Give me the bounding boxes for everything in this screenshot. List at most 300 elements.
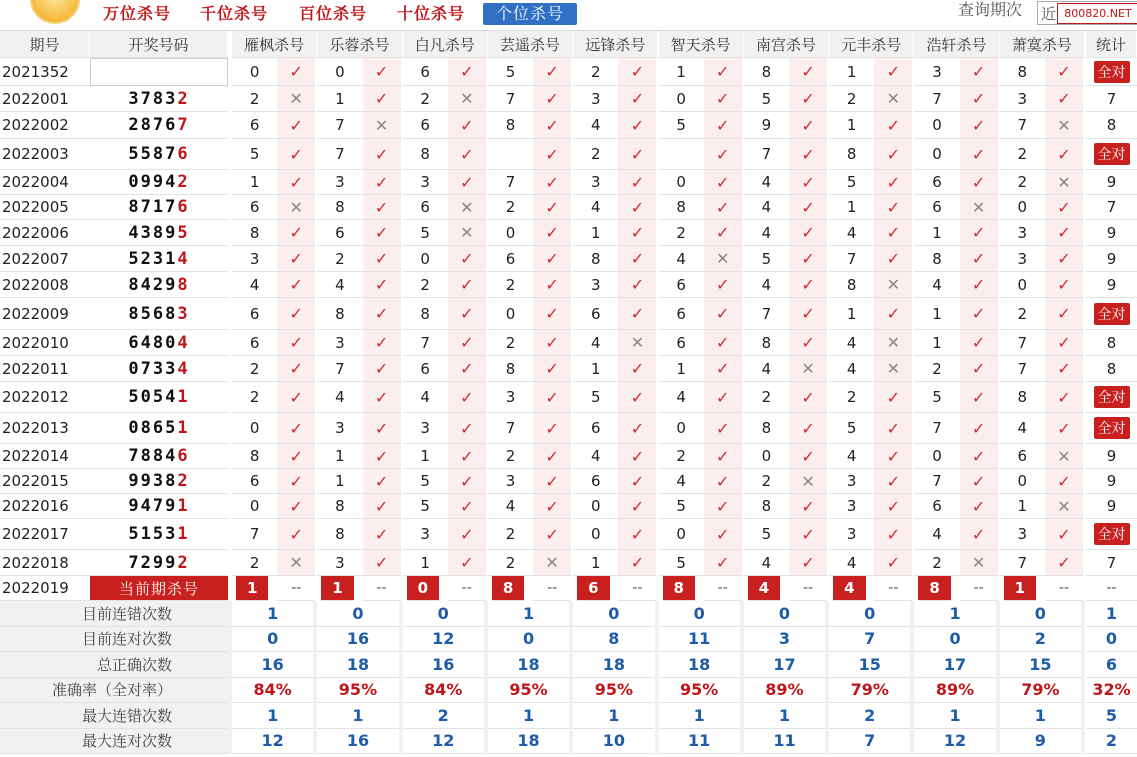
pick-result-cell bbox=[704, 469, 742, 494]
period-cell bbox=[0, 576, 90, 601]
current-pick-number: 8 bbox=[929, 579, 940, 597]
pick-result-cell bbox=[618, 298, 656, 330]
summary-value-cell bbox=[829, 703, 910, 729]
check-icon: ✓ bbox=[1057, 359, 1071, 378]
pick-number: 2 bbox=[1017, 173, 1028, 191]
period-cell bbox=[0, 469, 90, 494]
header-expert-name[interactable]: 远锋杀号 bbox=[585, 35, 646, 54]
current-period-row bbox=[0, 576, 1137, 601]
pick-result-cell bbox=[363, 298, 401, 330]
draw-last-digit: 6 bbox=[177, 144, 190, 164]
pick-result-cell bbox=[533, 413, 571, 444]
pick-number-cell bbox=[829, 298, 874, 330]
pick-number-cell bbox=[403, 330, 448, 356]
pick-number: 7 bbox=[1017, 359, 1028, 378]
summary-value: 11 bbox=[773, 731, 796, 751]
pick-number: 0 bbox=[761, 447, 772, 465]
check-icon: ✓ bbox=[289, 524, 303, 544]
pick-number-cell bbox=[573, 272, 618, 298]
pick-result-cell bbox=[789, 519, 827, 550]
all-correct-badge: 全对 bbox=[1094, 417, 1130, 439]
pick-number: 1 bbox=[335, 447, 345, 465]
pick-number: 4 bbox=[932, 275, 942, 294]
pick-result-cell bbox=[789, 220, 827, 246]
check-icon: ✓ bbox=[716, 304, 730, 323]
pick-number-cell bbox=[914, 413, 959, 444]
draw-digits: 8568 bbox=[128, 303, 178, 324]
cross-icon: ✕ bbox=[716, 249, 730, 268]
pick-number-cell bbox=[573, 519, 618, 550]
pick-number: 0 bbox=[1017, 198, 1028, 216]
summary-value-cell bbox=[317, 703, 398, 729]
pick-number: 0 bbox=[591, 497, 601, 515]
summary-value-cell bbox=[573, 601, 654, 627]
pick-number-cell bbox=[659, 246, 704, 272]
pick-result-cell bbox=[874, 519, 912, 550]
pick-number-cell bbox=[744, 58, 789, 86]
period-number: 2022019 bbox=[2, 579, 69, 597]
tab-ge-kill[interactable]: 个位杀号 bbox=[483, 3, 577, 25]
pick-number: 2 bbox=[1017, 145, 1028, 163]
stat-cell bbox=[1086, 58, 1137, 86]
check-icon: ✓ bbox=[971, 418, 986, 438]
pick-number: 1 bbox=[932, 333, 942, 352]
table-row bbox=[0, 195, 1137, 220]
summary-value-cell bbox=[659, 652, 740, 678]
pick-number: 7 bbox=[335, 116, 345, 134]
pick-number-cell bbox=[573, 112, 618, 139]
check-icon: ✓ bbox=[971, 333, 986, 352]
pick-number: 3 bbox=[932, 62, 942, 81]
pick-number-cell bbox=[232, 298, 277, 330]
check-icon: ✓ bbox=[630, 446, 645, 466]
check-icon: ✓ bbox=[801, 249, 815, 268]
dash-text: -- bbox=[547, 580, 558, 596]
pick-number-cell bbox=[659, 220, 704, 246]
pick-result-cell bbox=[363, 170, 401, 195]
pick-number-cell bbox=[744, 170, 789, 195]
pick-result-cell bbox=[1045, 246, 1083, 272]
pick-number-cell bbox=[659, 112, 704, 139]
pick-number: 8 bbox=[420, 145, 430, 163]
pick-number: 4 bbox=[591, 198, 601, 216]
summary-value-cell bbox=[829, 627, 910, 653]
pick-number-cell bbox=[403, 139, 448, 170]
check-icon: ✓ bbox=[801, 275, 815, 294]
pick-number-cell bbox=[914, 272, 959, 298]
pick-number-cell bbox=[403, 112, 448, 139]
check-icon: ✓ bbox=[460, 446, 474, 466]
pick-result-cell bbox=[704, 298, 742, 330]
header-expert-cell bbox=[317, 31, 402, 58]
pick-number-cell bbox=[403, 550, 448, 576]
pick-number: 6 bbox=[249, 116, 260, 134]
header-expert-name[interactable]: 智天杀号 bbox=[670, 35, 731, 54]
pick-number: 6 bbox=[932, 173, 942, 191]
pick-number: 7 bbox=[761, 304, 772, 323]
summary-label-cell bbox=[0, 601, 228, 627]
check-icon: ✓ bbox=[971, 387, 986, 407]
query-period-select[interactable]: 近 bbox=[1037, 1, 1137, 25]
check-icon: ✓ bbox=[886, 524, 901, 544]
summary-value: 0 bbox=[522, 629, 535, 649]
draw-cell bbox=[90, 356, 228, 382]
check-icon: ✓ bbox=[289, 304, 303, 323]
header-expert-name[interactable]: 南宫杀号 bbox=[755, 35, 816, 54]
check-icon: ✓ bbox=[801, 387, 815, 407]
pick-result-cell bbox=[363, 413, 401, 444]
summary-value-cell bbox=[403, 703, 484, 729]
period-number: 2022003 bbox=[2, 145, 69, 163]
pick-result-cell bbox=[448, 413, 486, 444]
check-icon: ✓ bbox=[886, 172, 901, 192]
pick-number: 7 bbox=[932, 472, 942, 490]
pick-number-cell bbox=[317, 246, 362, 272]
dash-text: -- bbox=[376, 580, 387, 596]
pick-result-cell bbox=[960, 469, 998, 494]
pick-number: 6 bbox=[249, 304, 260, 323]
current-dash-cell bbox=[789, 576, 827, 601]
pick-result-cell bbox=[960, 494, 998, 519]
pick-number: 5 bbox=[420, 497, 430, 515]
pick-number-cell bbox=[914, 220, 959, 246]
summary-value-cell bbox=[488, 652, 569, 678]
pick-result-cell bbox=[448, 272, 486, 298]
draw-last-digit: 1 bbox=[177, 418, 190, 438]
pick-result-cell bbox=[448, 246, 486, 272]
cross-icon: ✕ bbox=[630, 333, 645, 352]
pick-result-cell bbox=[874, 112, 912, 139]
pick-number-cell bbox=[403, 413, 448, 444]
cross-icon: ✕ bbox=[886, 89, 901, 108]
pick-number: 5 bbox=[676, 497, 686, 515]
header-expert-name[interactable]: 浩轩杀号 bbox=[926, 35, 987, 54]
summary-value: 0 bbox=[352, 603, 364, 623]
header-expert-name[interactable]: 乐蓉杀号 bbox=[329, 35, 390, 54]
summary-value: 1 bbox=[352, 705, 364, 725]
summary-gap bbox=[1081, 627, 1085, 653]
pick-result-cell bbox=[789, 246, 827, 272]
summary-value-cell bbox=[914, 729, 995, 755]
draw-digits: 8429 bbox=[128, 274, 178, 295]
check-icon: ✓ bbox=[971, 496, 986, 516]
pick-result-cell bbox=[960, 356, 998, 382]
summary-value-cell bbox=[573, 652, 654, 678]
draw-cell bbox=[90, 112, 228, 139]
pick-result-cell bbox=[277, 356, 315, 382]
summary-value: 1 bbox=[949, 603, 961, 623]
pick-number: 8 bbox=[761, 419, 772, 437]
check-icon: ✓ bbox=[886, 446, 901, 466]
pick-result-cell bbox=[874, 356, 912, 382]
pick-result-cell bbox=[448, 195, 486, 220]
pick-number-cell bbox=[488, 494, 533, 519]
period-number: 2022007 bbox=[2, 249, 69, 268]
pick-result-cell bbox=[1045, 550, 1083, 576]
pick-number-cell bbox=[914, 469, 959, 494]
summary-value-cell bbox=[659, 627, 740, 653]
pick-number-cell bbox=[403, 298, 448, 330]
pick-result-cell bbox=[960, 550, 998, 576]
check-icon: ✓ bbox=[289, 471, 303, 491]
pick-result-cell bbox=[960, 272, 998, 298]
pick-number-cell bbox=[914, 382, 959, 413]
pick-number-cell bbox=[573, 444, 618, 469]
summary-value: 0 bbox=[693, 603, 705, 623]
pick-number: 0 bbox=[932, 145, 942, 163]
header-expert-name[interactable]: 元丰杀号 bbox=[841, 35, 902, 54]
all-correct-badge: 全对 bbox=[1094, 523, 1130, 545]
pick-number-cell bbox=[659, 86, 704, 112]
pick-result-cell bbox=[618, 112, 656, 139]
pick-number-cell bbox=[232, 195, 277, 220]
pick-number: 3 bbox=[420, 419, 430, 437]
pick-number: 2 bbox=[505, 553, 516, 572]
pick-number: 7 bbox=[932, 419, 942, 437]
period-cell bbox=[0, 382, 90, 413]
current-pick-cell bbox=[918, 576, 950, 601]
pick-result-cell bbox=[960, 519, 998, 550]
pick-number-cell bbox=[744, 382, 789, 413]
check-icon: ✓ bbox=[1057, 144, 1071, 164]
check-icon: ✓ bbox=[374, 524, 389, 544]
pick-number: 5 bbox=[676, 553, 686, 572]
header-expert-name[interactable]: 芸遥杀号 bbox=[500, 35, 561, 54]
header-expert-name[interactable]: 雁枫杀号 bbox=[244, 35, 305, 54]
period-cell bbox=[0, 272, 90, 298]
tab-wan-kill[interactable]: 万位杀号 bbox=[102, 4, 171, 23]
cross-icon: ✕ bbox=[545, 553, 559, 572]
check-icon: ✓ bbox=[460, 249, 474, 268]
header-expert-name[interactable]: 白凡杀号 bbox=[414, 35, 475, 54]
draw-cell bbox=[90, 550, 228, 576]
period-cell bbox=[0, 195, 90, 220]
pick-result-cell bbox=[1045, 444, 1083, 469]
check-icon: ✓ bbox=[374, 471, 389, 491]
summary-value-cell bbox=[914, 601, 995, 627]
check-icon: ✓ bbox=[1057, 197, 1071, 217]
pick-number-cell bbox=[1000, 356, 1045, 382]
summary-value-cell bbox=[403, 729, 484, 755]
pick-number-cell bbox=[829, 220, 874, 246]
draw-digits: 7884 bbox=[128, 446, 178, 466]
pick-result-cell bbox=[448, 444, 486, 469]
draw-last-digit: 2 bbox=[177, 471, 190, 491]
pick-result-cell bbox=[1045, 382, 1083, 413]
check-icon: ✓ bbox=[971, 144, 986, 164]
header-stat-cell bbox=[1086, 31, 1137, 58]
pick-number: 5 bbox=[761, 89, 772, 108]
pick-number-cell bbox=[1000, 246, 1045, 272]
summary-stat-cell bbox=[1086, 627, 1137, 653]
pick-number-cell bbox=[403, 86, 448, 112]
check-icon: ✓ bbox=[716, 387, 730, 407]
pick-number: 3 bbox=[846, 497, 857, 515]
pick-number: 1 bbox=[335, 472, 345, 490]
check-icon: ✓ bbox=[545, 62, 559, 81]
pick-number-cell bbox=[1000, 330, 1045, 356]
pick-result-cell bbox=[533, 195, 571, 220]
tab-bai-kill[interactable]: 百位杀号 bbox=[298, 4, 367, 23]
summary-value-cell bbox=[232, 652, 313, 678]
pick-number: 1 bbox=[591, 553, 601, 572]
pick-number-cell bbox=[914, 550, 959, 576]
pick-number: 3 bbox=[249, 249, 260, 268]
summary-value-cell bbox=[573, 729, 654, 755]
pick-number-cell bbox=[488, 444, 533, 469]
check-icon: ✓ bbox=[545, 333, 559, 352]
current-pick-number: 1 bbox=[1014, 579, 1026, 597]
pick-number-cell bbox=[317, 170, 362, 195]
current-dash-cell bbox=[960, 576, 998, 601]
dash-text: -- bbox=[461, 580, 472, 596]
all-correct-badge: 全对 bbox=[1094, 143, 1130, 165]
period-cell bbox=[0, 298, 90, 330]
pick-result-cell bbox=[533, 444, 571, 469]
pick-number-cell bbox=[914, 170, 959, 195]
pick-number-cell bbox=[1000, 444, 1045, 469]
pick-result-cell bbox=[363, 112, 401, 139]
pick-result-cell bbox=[704, 86, 742, 112]
check-icon: ✓ bbox=[716, 524, 730, 544]
pick-number-cell bbox=[1000, 494, 1045, 519]
pick-number: 4 bbox=[676, 249, 686, 268]
pick-result-cell bbox=[533, 220, 571, 246]
stat-count: 9 bbox=[1106, 275, 1117, 294]
tab-shi-kill[interactable]: 十位杀号 bbox=[396, 4, 465, 23]
check-icon: ✓ bbox=[289, 249, 303, 268]
current-pick-number: 0 bbox=[417, 579, 429, 597]
cross-icon: ✕ bbox=[886, 359, 901, 378]
header-expert-cell bbox=[403, 31, 488, 58]
stat-count: 9 bbox=[1106, 447, 1117, 465]
pick-result-cell bbox=[277, 413, 315, 444]
header-expert-name[interactable]: 萧寞杀号 bbox=[1011, 35, 1072, 54]
pick-number-cell bbox=[317, 86, 362, 112]
pick-result-cell bbox=[618, 139, 656, 170]
pick-number-cell bbox=[232, 58, 277, 86]
pick-number-cell bbox=[744, 195, 789, 220]
check-icon: ✓ bbox=[801, 89, 815, 108]
check-icon: ✓ bbox=[886, 144, 901, 164]
pick-result-cell bbox=[874, 139, 912, 170]
check-icon: ✓ bbox=[630, 418, 645, 438]
pick-number: 4 bbox=[761, 223, 772, 242]
tab-qian-kill[interactable]: 千位杀号 bbox=[199, 4, 268, 23]
check-icon: ✓ bbox=[630, 553, 645, 572]
pick-result-cell bbox=[533, 86, 571, 112]
summary-value: 0 bbox=[267, 629, 279, 649]
pick-number-cell bbox=[232, 356, 277, 382]
dash-text: -- bbox=[1058, 580, 1069, 596]
pick-number-cell bbox=[488, 86, 533, 112]
pick-result-cell bbox=[448, 330, 486, 356]
pick-number: 1 bbox=[1017, 497, 1028, 515]
cross-icon: ✕ bbox=[289, 89, 303, 108]
check-icon: ✓ bbox=[374, 275, 389, 294]
pick-number-cell bbox=[659, 413, 704, 444]
pick-number-cell bbox=[232, 139, 277, 170]
pick-number-cell bbox=[829, 382, 874, 413]
period-number: 2022009 bbox=[2, 304, 69, 323]
draw-cell bbox=[90, 382, 228, 413]
pick-number-cell bbox=[573, 170, 618, 195]
period-cell bbox=[0, 444, 90, 469]
table-row bbox=[0, 550, 1137, 576]
pick-number: 4 bbox=[846, 333, 857, 352]
pick-result-cell bbox=[533, 112, 571, 139]
pick-number: 0 bbox=[505, 304, 516, 323]
summary-value: 95% bbox=[594, 680, 633, 700]
pick-number-cell bbox=[659, 519, 704, 550]
summary-value-cell bbox=[232, 703, 313, 729]
pick-number: 2 bbox=[676, 223, 686, 242]
pick-number: 0 bbox=[676, 419, 686, 437]
summary-value: 16 bbox=[346, 731, 370, 751]
pick-result-cell bbox=[618, 330, 656, 356]
pick-number: 4 bbox=[335, 275, 345, 294]
pick-number: 2 bbox=[249, 89, 260, 108]
check-icon: ✓ bbox=[716, 144, 730, 164]
summary-value: 7 bbox=[864, 731, 876, 751]
pick-number: 2 bbox=[932, 359, 942, 378]
pick-result-cell bbox=[533, 494, 571, 519]
pick-result-cell bbox=[448, 112, 486, 139]
pick-result-cell bbox=[704, 519, 742, 550]
pick-number: 2 bbox=[249, 553, 260, 572]
pick-result-cell bbox=[533, 272, 571, 298]
pick-number-cell bbox=[1000, 272, 1045, 298]
summary-value: 84% bbox=[424, 680, 463, 700]
pick-number: 6 bbox=[1017, 447, 1028, 465]
pick-number: 2 bbox=[932, 553, 942, 572]
draw-cell bbox=[90, 139, 228, 170]
pick-number: 8 bbox=[932, 249, 942, 268]
pick-number: 6 bbox=[420, 198, 430, 216]
pick-number: 7 bbox=[932, 89, 942, 108]
draw-last-digit: 1 bbox=[177, 524, 190, 544]
pick-number-cell bbox=[488, 112, 533, 139]
pick-result-cell bbox=[533, 550, 571, 576]
pick-number-cell bbox=[744, 444, 789, 469]
draw-cell bbox=[90, 58, 228, 86]
current-dash-cell bbox=[448, 576, 486, 601]
check-icon: ✓ bbox=[1057, 89, 1071, 108]
pick-number-cell bbox=[403, 382, 448, 413]
check-icon: ✓ bbox=[630, 387, 645, 407]
pick-number-cell bbox=[659, 356, 704, 382]
check-icon: ✓ bbox=[971, 275, 986, 294]
stat-cell bbox=[1086, 469, 1137, 494]
pick-number-cell bbox=[914, 298, 959, 330]
check-icon: ✓ bbox=[801, 496, 815, 516]
stat-cell bbox=[1086, 413, 1137, 444]
check-icon: ✓ bbox=[460, 496, 474, 516]
check-icon: ✓ bbox=[971, 359, 986, 378]
pick-result-cell bbox=[277, 272, 315, 298]
pick-number: 6 bbox=[505, 249, 516, 268]
pick-number-cell bbox=[659, 272, 704, 298]
check-icon: ✓ bbox=[374, 249, 389, 268]
check-icon: ✓ bbox=[630, 304, 645, 323]
pick-number-cell bbox=[488, 519, 533, 550]
pick-number-cell bbox=[403, 170, 448, 195]
check-icon: ✓ bbox=[289, 418, 303, 438]
summary-value-cell bbox=[829, 678, 910, 704]
check-icon: ✓ bbox=[289, 172, 303, 192]
pick-result-cell bbox=[448, 139, 486, 170]
stat-cell bbox=[1086, 356, 1137, 382]
